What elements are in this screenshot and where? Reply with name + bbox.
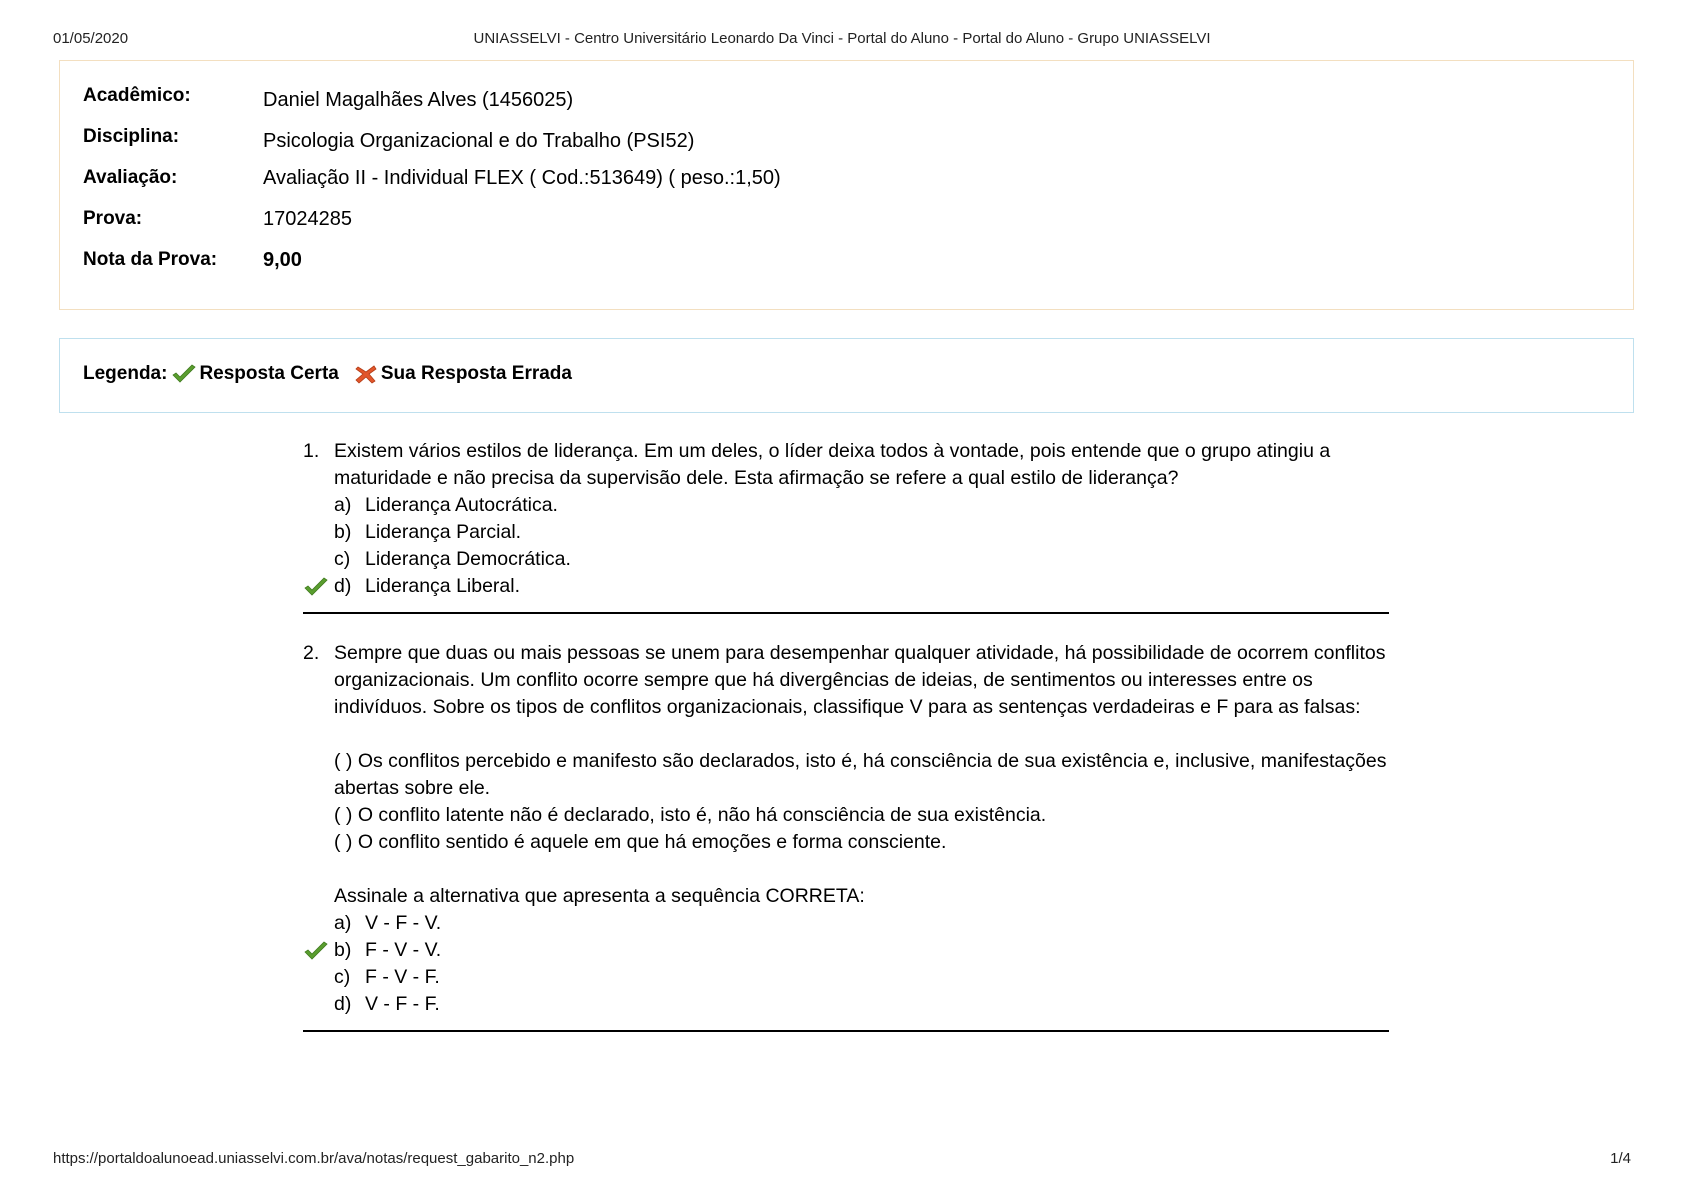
disciplina-value: Psicologia Organizacional e do Trabalho (PSI52) bbox=[263, 130, 695, 152]
question-text: Sempre que duas ou mais pessoas se unem para desempenhar qualquer atividade, há possibilidade de ocorrem conflitos organizacionais. Um conflito ocorre sempre que há divergências de ideias, de sentimentos ou interesses entre os indivíduos. Sobre os tipos de conflitos organizacionais, classifique V para as sentenças verdadeiras e F para as falsas: bbox=[334, 642, 1386, 718]
option-letter: c) bbox=[334, 966, 351, 988]
option-text: Liderança Democrática. bbox=[365, 548, 571, 570]
page-number: 1/4 bbox=[1610, 1150, 1631, 1167]
option-text: Liderança Liberal. bbox=[365, 575, 521, 597]
legend bbox=[83, 363, 572, 385]
option-letter: b) bbox=[334, 521, 352, 543]
question-prompt: Assinale a alternativa que apresenta a sequência CORRETA: bbox=[334, 885, 865, 907]
questions-list bbox=[303, 438, 1389, 1058]
legend-correct: Resposta Certa bbox=[199, 363, 339, 384]
nota-value: 9,00 bbox=[263, 249, 302, 271]
statement-3: ( ) O conflito sentido é aquele em que há emoções e forma consciente. bbox=[334, 831, 947, 853]
avaliacao-label: Avaliação: bbox=[83, 167, 178, 188]
legend-box bbox=[59, 338, 1634, 413]
option-letter: c) bbox=[334, 548, 351, 570]
check-icon bbox=[303, 576, 329, 598]
option-text: V - F - V. bbox=[365, 912, 442, 934]
statement-2: ( ) O conflito latente não é declarado, isto é, não há consciência de sua existência. bbox=[334, 804, 1047, 826]
prova-label: Prova: bbox=[83, 208, 143, 229]
option-c bbox=[334, 546, 1389, 573]
question-1 bbox=[303, 438, 1389, 614]
option-d bbox=[334, 991, 1389, 1018]
print-date: 01/05/2020 bbox=[53, 30, 129, 47]
option-text: F - V - F. bbox=[365, 966, 440, 988]
cross-icon bbox=[353, 363, 379, 385]
option-a bbox=[334, 910, 1389, 937]
option-text: F - V - V. bbox=[365, 939, 442, 961]
question-2 bbox=[303, 640, 1389, 1032]
option-text: Liderança Parcial. bbox=[365, 521, 522, 543]
question-divider bbox=[303, 612, 1389, 614]
academico-value: Daniel Magalhães Alves (1456025) bbox=[263, 89, 574, 111]
option-c bbox=[334, 964, 1389, 991]
statement-1: ( ) Os conflitos percebido e manifesto são declarados, isto é, há consciência de sua existência e, inclusive, manifestações abertas sobre ele. bbox=[334, 750, 1387, 799]
check-icon bbox=[303, 940, 329, 962]
question-number: 1. bbox=[303, 440, 320, 462]
options-list bbox=[334, 492, 1389, 600]
option-letter: a) bbox=[334, 912, 352, 934]
option-letter: b) bbox=[334, 939, 352, 961]
legend-wrong: Sua Resposta Errada bbox=[380, 363, 572, 384]
options-list bbox=[334, 910, 1389, 1018]
disciplina-label: Disciplina: bbox=[83, 126, 180, 147]
page-title: UNIASSELVI - Centro Universitário Leonardo Da Vinci - Portal do Aluno - Portal do Aluno - Grupo UNIASSELVI bbox=[473, 30, 1211, 47]
check-icon bbox=[171, 363, 197, 385]
option-a bbox=[334, 492, 1389, 519]
option-b bbox=[334, 519, 1389, 546]
option-letter: a) bbox=[334, 494, 352, 516]
print-header bbox=[53, 30, 1631, 50]
option-letter: d) bbox=[334, 993, 352, 1015]
option-text: V - F - F. bbox=[365, 993, 440, 1015]
legend-label: Legenda: bbox=[83, 363, 168, 384]
student-info-box bbox=[59, 60, 1634, 310]
avaliacao-value: Avaliação II - Individual FLEX ( Cod.:513649) ( peso.:1,50) bbox=[263, 167, 781, 189]
option-letter: d) bbox=[334, 575, 352, 597]
question-text: Existem vários estilos de liderança. Em um deles, o líder deixa todos à vontade, pois entende que o grupo atingiu a maturidade e não precisa da supervisão dele. Esta afirmação se refere a qual estilo de liderança? bbox=[334, 440, 1331, 489]
question-divider bbox=[303, 1030, 1389, 1032]
nota-label: Nota da Prova: bbox=[83, 249, 218, 270]
page-url[interactable]: https://portaldoalunoead.uniasselvi.com.br/ava/notas/request_gabarito_n2.php bbox=[53, 1150, 575, 1167]
academico-label: Acadêmico: bbox=[83, 85, 191, 106]
prova-value: 17024285 bbox=[263, 208, 352, 230]
option-b bbox=[334, 937, 1389, 964]
question-number: 2. bbox=[303, 642, 320, 664]
option-text: Liderança Autocrática. bbox=[365, 494, 558, 516]
option-d bbox=[334, 573, 1389, 600]
